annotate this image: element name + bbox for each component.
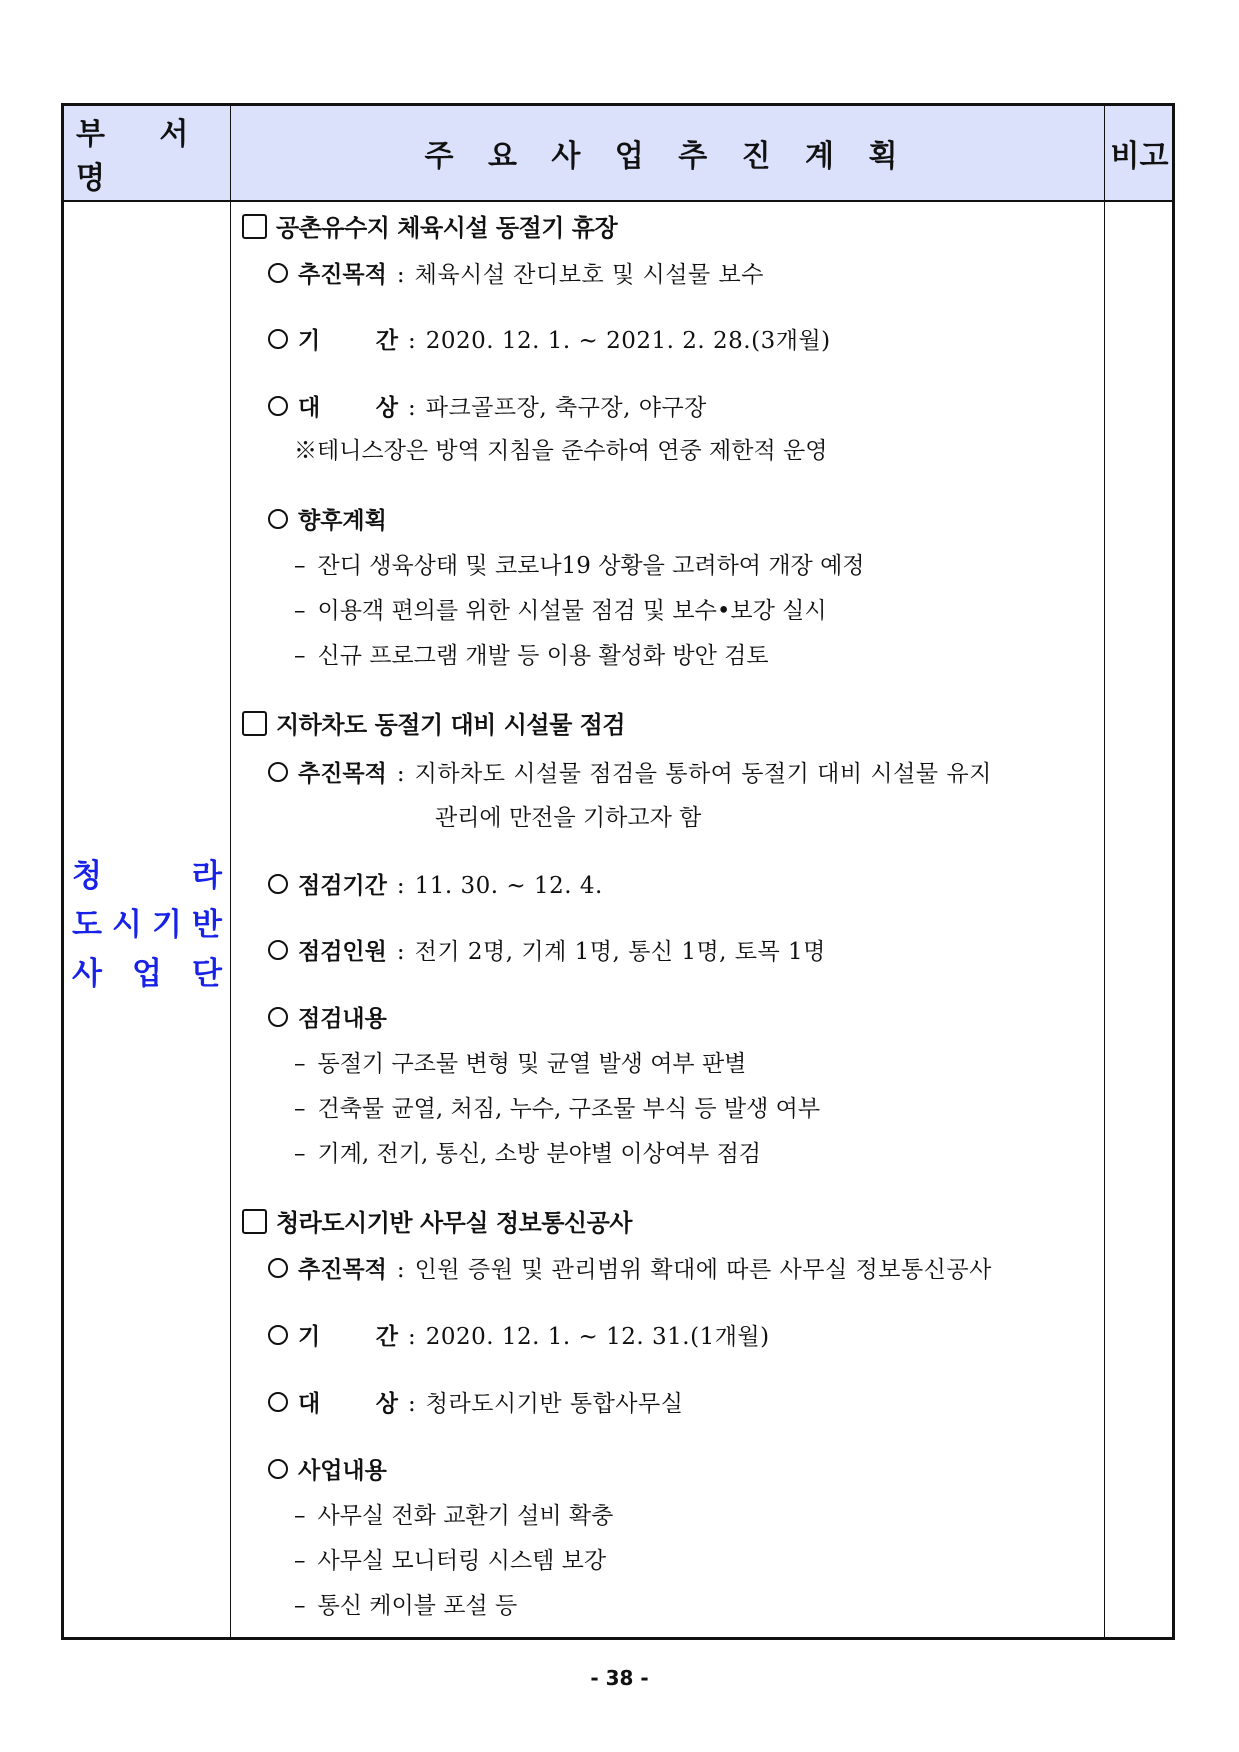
item-content: 점검내용 (268, 1004, 387, 1034)
circle-bullet-icon (268, 1392, 288, 1412)
list-item: – 건축물 균열, 처짐, 누수, 구조물 부식 등 발생 여부 (294, 1096, 821, 1122)
list-item: – 사무실 전화 교환기 설비 확충 (294, 1503, 614, 1529)
dept-line-3: 사 업 단 (72, 956, 222, 992)
circle-bullet-icon (268, 1459, 288, 1479)
section-title: 지하차도 동절기 대비 시설물 점검 (242, 710, 625, 740)
dept-name (72, 848, 222, 995)
dept-line-1: 청 라 (72, 858, 222, 894)
circle-bullet-icon (268, 940, 288, 960)
item-work: 사업내용 (268, 1456, 387, 1486)
header-plan: 주 요 사 업 추 진 계 획 (424, 139, 910, 174)
list-item: – 신규 프로그램 개발 등 이용 활성화 방안 검토 (294, 643, 769, 669)
circle-bullet-icon (268, 762, 288, 782)
list-item: – 통신 케이블 포설 등 (294, 1593, 518, 1619)
item-staff: 점검인원 : 전기 2명, 기계 1명, 통신 1명, 토목 1명 (268, 937, 826, 967)
checkbox-square-icon (242, 1209, 267, 1234)
list-item: – 사무실 모니터링 시스템 보강 (294, 1548, 607, 1574)
item-plan: 향후계획 (268, 506, 387, 536)
header-note: 비고 (1110, 139, 1169, 174)
checkbox-square-icon (242, 214, 267, 239)
section-title: 청라도시기반 사무실 정보통신공사 (242, 1208, 632, 1238)
item-note: ※테니스장은 방역 지침을 준수하여 연중 제한적 운영 (294, 438, 828, 464)
item-period: 기 간 : 2020. 12. 1. ~ 12. 31.(1개월) (268, 1322, 770, 1352)
plan-table (61, 103, 1175, 1640)
list-item: – 동절기 구조물 변형 및 균열 발생 여부 판별 (294, 1051, 747, 1077)
item-target: 대 상 : 파크골프장, 축구장, 야구장 (268, 393, 707, 423)
section-title: 공촌유수지 체육시설 동절기 휴장 (242, 213, 617, 243)
item-purpose-cont: 관리에 만전을 기하고자 함 (435, 805, 702, 831)
circle-bullet-icon (268, 329, 288, 349)
circle-bullet-icon (268, 874, 288, 894)
item-purpose: 추진목적 : 지하차도 시설물 점검을 통하여 동절기 대비 시설물 유지 (268, 759, 992, 789)
dept-line-2: 도 시 기 반 (72, 907, 222, 943)
column-divider (230, 106, 231, 1637)
circle-bullet-icon (268, 509, 288, 529)
header-dept: 부 서 명 (76, 117, 211, 196)
circle-bullet-icon (268, 1007, 288, 1027)
circle-bullet-icon (268, 1325, 288, 1345)
item-purpose: 추진목적 : 체육시설 잔디보호 및 시설물 보수 (268, 260, 764, 290)
circle-bullet-icon (268, 1258, 288, 1278)
circle-bullet-icon (268, 396, 288, 416)
list-item: – 기계, 전기, 통신, 소방 분야별 이상여부 점검 (294, 1141, 762, 1167)
item-target: 대 상 : 청라도시기반 통합사무실 (268, 1389, 683, 1419)
circle-bullet-icon (268, 263, 288, 283)
item-period: 점검기간 : 11. 30. ~ 12. 4. (268, 871, 603, 901)
list-item: – 이용객 편의를 위한 시설물 점검 및 보수•보강 실시 (294, 598, 827, 624)
page-number: - 38 - (590, 1666, 649, 1690)
item-period: 기 간 : 2020. 12. 1. ~ 2021. 2. 28.(3개월) (268, 326, 831, 356)
item-purpose: 추진목적 : 인원 증원 및 관리범위 확대에 따른 사무실 정보통신공사 (268, 1255, 992, 1285)
checkbox-square-icon (242, 711, 267, 736)
column-divider (1104, 106, 1105, 1637)
list-item: – 잔디 생육상태 및 코로나19 상황을 고려하여 개장 예정 (294, 553, 865, 579)
